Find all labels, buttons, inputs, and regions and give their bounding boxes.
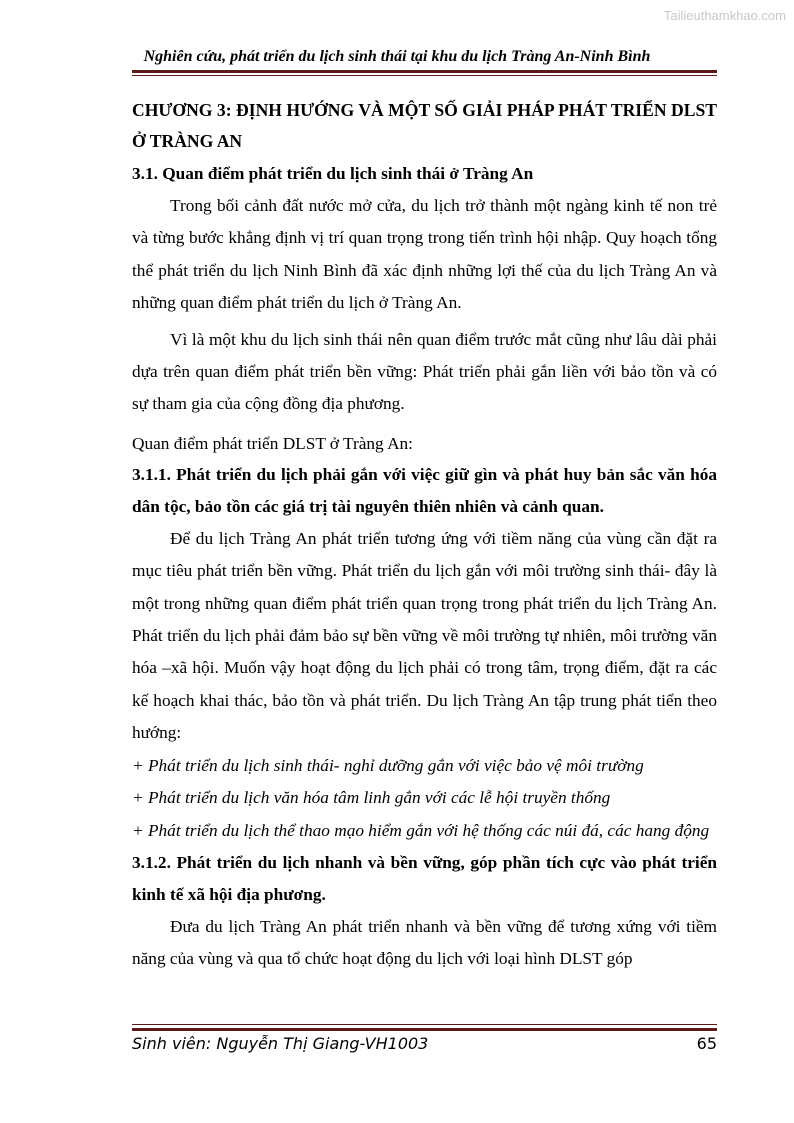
page-body bbox=[132, 95, 717, 976]
section-heading-3-1: 3.1. Quan điểm phát triển du lịch sinh thái ở Tràng An bbox=[132, 164, 534, 183]
paragraph-5: Đưa du lịch Tràng An phát triển nhanh và bền vững để tương xứng với tiềm năng của vùng và qua tổ chức hoạt động du lịch với loại hình DLST góp bbox=[132, 916, 717, 969]
paragraph-4: Để du lịch Tràng An phát triển tương ứng với tiềm năng của vùng cần đặt ra mục tiêu phát triển bền vững. Phát triển du lịch gắn với môi trường sinh thái- đây là một trong những quan điểm phát triển quan trọng trong phát triển du lịch Tràng An. Phát triển du lịch phải đảm bảo sự bền vững về môi trường tự nhiên, môi trường văn hóa –xã hội. Muốn vậy hoạt động du lịch phải có trong tâm, trọng điểm, đặt ra các kế hoạch khai thác, bảo tồn và phát triển. Du lịch Tràng An tập trung phát tiển theo hướng: bbox=[132, 528, 717, 743]
footer-rule-thick bbox=[132, 1028, 717, 1031]
bullet-item: + Phát triển du lịch sinh thái- nghỉ dưỡng gắn với việc bảo vệ môi trường bbox=[132, 755, 644, 775]
watermark: Tailieuthamkhao.com bbox=[663, 8, 786, 23]
subsection-heading-3-1-2: 3.1.2. Phát triển du lịch nhanh và bền vững, góp phần tích cực vào phát triển kinh tế xã hội địa phương. bbox=[132, 852, 717, 904]
subsection-heading-3-1-1: 3.1.1. Phát triển du lịch phải gắn với việc giữ gìn và phát huy bản sắc văn hóa dân tộc, bảo tồn các giá trị tài nguyên thiên nhiên và cảnh quan. bbox=[132, 464, 717, 516]
running-header: Nghiên cứu, phát triển du lịch sinh thái tại khu du lịch Tràng An-Ninh Bình bbox=[143, 48, 651, 65]
paragraph-1: Trong bối cảnh đất nước mở cửa, du lịch trở thành một ngàng kinh tế non trẻ và từng bước khẳng định vị trí quan trọng trong tiến trình hội nhập. Quy hoạch tổng thể phát triển du lịch Ninh Bình đã xác định những lợi thế của du lịch Tràng An và những quan điểm phát triển du lịch ở Tràng An. bbox=[132, 196, 717, 313]
paragraph-2: Vì là một khu du lịch sinh thái nên quan điểm trước mắt cũng như lâu dài phải dựa trên quan điểm phát triển bền vững: Phát triển phải gắn liền với bảo tồn và có sự tham gia của cộng đồng địa phương. bbox=[132, 329, 717, 414]
header-rule-thick bbox=[132, 70, 717, 73]
header-rule-thin bbox=[132, 75, 717, 76]
page-number: 65 bbox=[696, 1034, 717, 1053]
bullet-item: + Phát triển du lịch văn hóa tâm linh gắn với các lễ hội truyền thống bbox=[132, 788, 611, 808]
chapter-title: CHƯƠNG 3: ĐỊNH HƯỚNG VÀ MỘT SỐ GIẢI PHÁP PHÁT TRIỂN DLST Ở TRÀNG AN bbox=[132, 100, 717, 151]
footer-rule-thin bbox=[132, 1024, 717, 1025]
paragraph-3: Quan điểm phát triển DLST ở Tràng An: bbox=[132, 433, 413, 453]
bullet-item: + Phát triển du lịch thể thao mạo hiểm gắn với hệ thống các núi đá, các hang động bbox=[132, 820, 710, 840]
footer-student: Sinh viên: Nguyễn Thị Giang-VH1003 bbox=[132, 1034, 429, 1053]
